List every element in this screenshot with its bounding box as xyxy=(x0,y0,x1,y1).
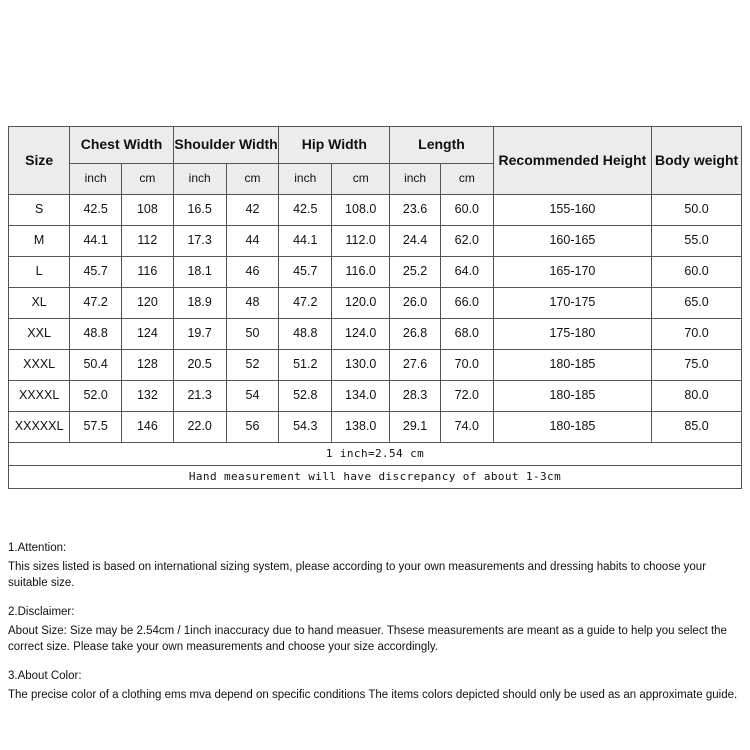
cell-shoulder-cm: 50 xyxy=(226,319,279,350)
header-recommended-height: Recommended Height xyxy=(493,127,651,195)
cell-hip-cm: 130.0 xyxy=(332,350,390,381)
cell-shoulder-cm: 46 xyxy=(226,257,279,288)
cell-height: 180-185 xyxy=(493,412,651,443)
footnote-hand-measurement: Hand measurement will have discrepancy of about 1-3cm xyxy=(9,466,742,489)
cell-hip-inch: 45.7 xyxy=(279,257,332,288)
cell-weight: 65.0 xyxy=(652,288,742,319)
cell-chest-cm: 120 xyxy=(122,288,174,319)
cell-hip-cm: 108.0 xyxy=(332,195,390,226)
cell-hip-cm: 134.0 xyxy=(332,381,390,412)
table-footnote-row-conversion xyxy=(9,443,742,466)
size-table-container xyxy=(8,126,742,489)
cell-shoulder-inch: 18.9 xyxy=(173,288,226,319)
cell-weight: 75.0 xyxy=(652,350,742,381)
table-footnote-row-discrepancy xyxy=(9,466,742,489)
cell-weight: 80.0 xyxy=(652,381,742,412)
cell-chest-cm: 132 xyxy=(122,381,174,412)
cell-size: M xyxy=(9,226,70,257)
cell-length-inch: 25.2 xyxy=(390,257,441,288)
unit-hip-inch: inch xyxy=(279,164,332,195)
cell-length-cm: 60.0 xyxy=(440,195,493,226)
cell-weight: 70.0 xyxy=(652,319,742,350)
cell-chest-cm: 124 xyxy=(122,319,174,350)
cell-size: L xyxy=(9,257,70,288)
unit-length-inch: inch xyxy=(390,164,441,195)
cell-size: S xyxy=(9,195,70,226)
cell-hip-cm: 112.0 xyxy=(332,226,390,257)
cell-shoulder-inch: 16.5 xyxy=(173,195,226,226)
unit-chest-inch: inch xyxy=(70,164,122,195)
unit-shoulder-inch: inch xyxy=(173,164,226,195)
cell-height: 180-185 xyxy=(493,381,651,412)
cell-length-cm: 68.0 xyxy=(440,319,493,350)
header-size: Size xyxy=(9,127,70,195)
cell-hip-inch: 52.8 xyxy=(279,381,332,412)
unit-chest-cm: cm xyxy=(122,164,174,195)
cell-length-inch: 24.4 xyxy=(390,226,441,257)
cell-size: XXXXXL xyxy=(9,412,70,443)
cell-length-cm: 74.0 xyxy=(440,412,493,443)
cell-weight: 50.0 xyxy=(652,195,742,226)
cell-weight: 85.0 xyxy=(652,412,742,443)
cell-hip-inch: 48.8 xyxy=(279,319,332,350)
cell-length-cm: 62.0 xyxy=(440,226,493,257)
cell-shoulder-cm: 56 xyxy=(226,412,279,443)
cell-chest-cm: 108 xyxy=(122,195,174,226)
table-row xyxy=(9,288,742,319)
cell-shoulder-inch: 22.0 xyxy=(173,412,226,443)
cell-chest-cm: 112 xyxy=(122,226,174,257)
header-body-weight: Body weight xyxy=(652,127,742,195)
cell-chest-cm: 146 xyxy=(122,412,174,443)
cell-length-inch: 27.6 xyxy=(390,350,441,381)
table-header-row xyxy=(9,127,742,164)
cell-height: 175-180 xyxy=(493,319,651,350)
cell-chest-inch: 45.7 xyxy=(70,257,122,288)
header-hip-width: Hip Width xyxy=(279,127,390,164)
table-row xyxy=(9,195,742,226)
cell-shoulder-cm: 44 xyxy=(226,226,279,257)
cell-length-cm: 66.0 xyxy=(440,288,493,319)
cell-chest-inch: 50.4 xyxy=(70,350,122,381)
cell-hip-cm: 120.0 xyxy=(332,288,390,319)
cell-shoulder-inch: 18.1 xyxy=(173,257,226,288)
size-table xyxy=(8,126,742,489)
unit-hip-cm: cm xyxy=(332,164,390,195)
cell-hip-cm: 124.0 xyxy=(332,319,390,350)
cell-chest-inch: 48.8 xyxy=(70,319,122,350)
header-length: Length xyxy=(390,127,493,164)
cell-length-cm: 72.0 xyxy=(440,381,493,412)
disclaimer-title: 2.Disclaimer: xyxy=(8,606,75,619)
cell-height: 165-170 xyxy=(493,257,651,288)
table-row xyxy=(9,381,742,412)
about-color-text: The precise color of a clothing ems mva depend on specific conditions The items colors depicted should only be used as an approximate guide. xyxy=(8,688,738,701)
cell-size: XXXL xyxy=(9,350,70,381)
cell-shoulder-cm: 42 xyxy=(226,195,279,226)
cell-height: 155-160 xyxy=(493,195,651,226)
disclaimer-text: About Size: Size may be 2.54cm / 1inch inaccuracy due to hand measuer. Thsese measurements are meant as a guide to help you select the correct size. Please take your own measurements and choose your size accordingly. xyxy=(8,624,727,654)
attention-text: This sizes listed is based on international sizing system, please according to your own measurements and dressing habits to choose your suitable size. xyxy=(8,560,707,590)
cell-shoulder-cm: 54 xyxy=(226,381,279,412)
cell-length-inch: 26.8 xyxy=(390,319,441,350)
cell-chest-inch: 47.2 xyxy=(70,288,122,319)
cell-weight: 55.0 xyxy=(652,226,742,257)
cell-chest-inch: 42.5 xyxy=(70,195,122,226)
cell-shoulder-inch: 21.3 xyxy=(173,381,226,412)
cell-length-cm: 70.0 xyxy=(440,350,493,381)
cell-hip-inch: 44.1 xyxy=(279,226,332,257)
cell-length-inch: 28.3 xyxy=(390,381,441,412)
attention-title: 1.Attention: xyxy=(8,542,67,554)
cell-shoulder-inch: 17.3 xyxy=(173,226,226,257)
footnote-inch-conversion: 1 inch=2.54 cm xyxy=(9,443,742,466)
cell-size: XXL xyxy=(9,319,70,350)
table-row xyxy=(9,319,742,350)
cell-chest-inch: 57.5 xyxy=(70,412,122,443)
cell-length-cm: 64.0 xyxy=(440,257,493,288)
cell-chest-cm: 116 xyxy=(122,257,174,288)
header-chest-width: Chest Width xyxy=(70,127,174,164)
cell-length-inch: 29.1 xyxy=(390,412,441,443)
cell-height: 180-185 xyxy=(493,350,651,381)
cell-chest-inch: 52.0 xyxy=(70,381,122,412)
cell-shoulder-cm: 52 xyxy=(226,350,279,381)
table-row xyxy=(9,350,742,381)
cell-length-inch: 26.0 xyxy=(390,288,441,319)
cell-hip-inch: 42.5 xyxy=(279,195,332,226)
about-color-title: 3.About Color: xyxy=(8,670,82,683)
table-row xyxy=(9,412,742,443)
unit-shoulder-cm: cm xyxy=(226,164,279,195)
cell-weight: 60.0 xyxy=(652,257,742,288)
cell-chest-inch: 44.1 xyxy=(70,226,122,257)
cell-chest-cm: 128 xyxy=(122,350,174,381)
header-shoulder-width: Shoulder Width xyxy=(173,127,279,164)
table-row xyxy=(9,226,742,257)
cell-shoulder-inch: 19.7 xyxy=(173,319,226,350)
cell-shoulder-inch: 20.5 xyxy=(173,350,226,381)
unit-length-cm: cm xyxy=(440,164,493,195)
cell-height: 170-175 xyxy=(493,288,651,319)
cell-size: XXXXL xyxy=(9,381,70,412)
cell-shoulder-cm: 48 xyxy=(226,288,279,319)
cell-size: XL xyxy=(9,288,70,319)
cell-length-inch: 23.6 xyxy=(390,195,441,226)
notes-section xyxy=(8,540,748,703)
cell-hip-inch: 47.2 xyxy=(279,288,332,319)
cell-hip-cm: 116.0 xyxy=(332,257,390,288)
cell-hip-inch: 54.3 xyxy=(279,412,332,443)
cell-height: 160-165 xyxy=(493,226,651,257)
table-row xyxy=(9,257,742,288)
cell-hip-inch: 51.2 xyxy=(279,350,332,381)
cell-hip-cm: 138.0 xyxy=(332,412,390,443)
